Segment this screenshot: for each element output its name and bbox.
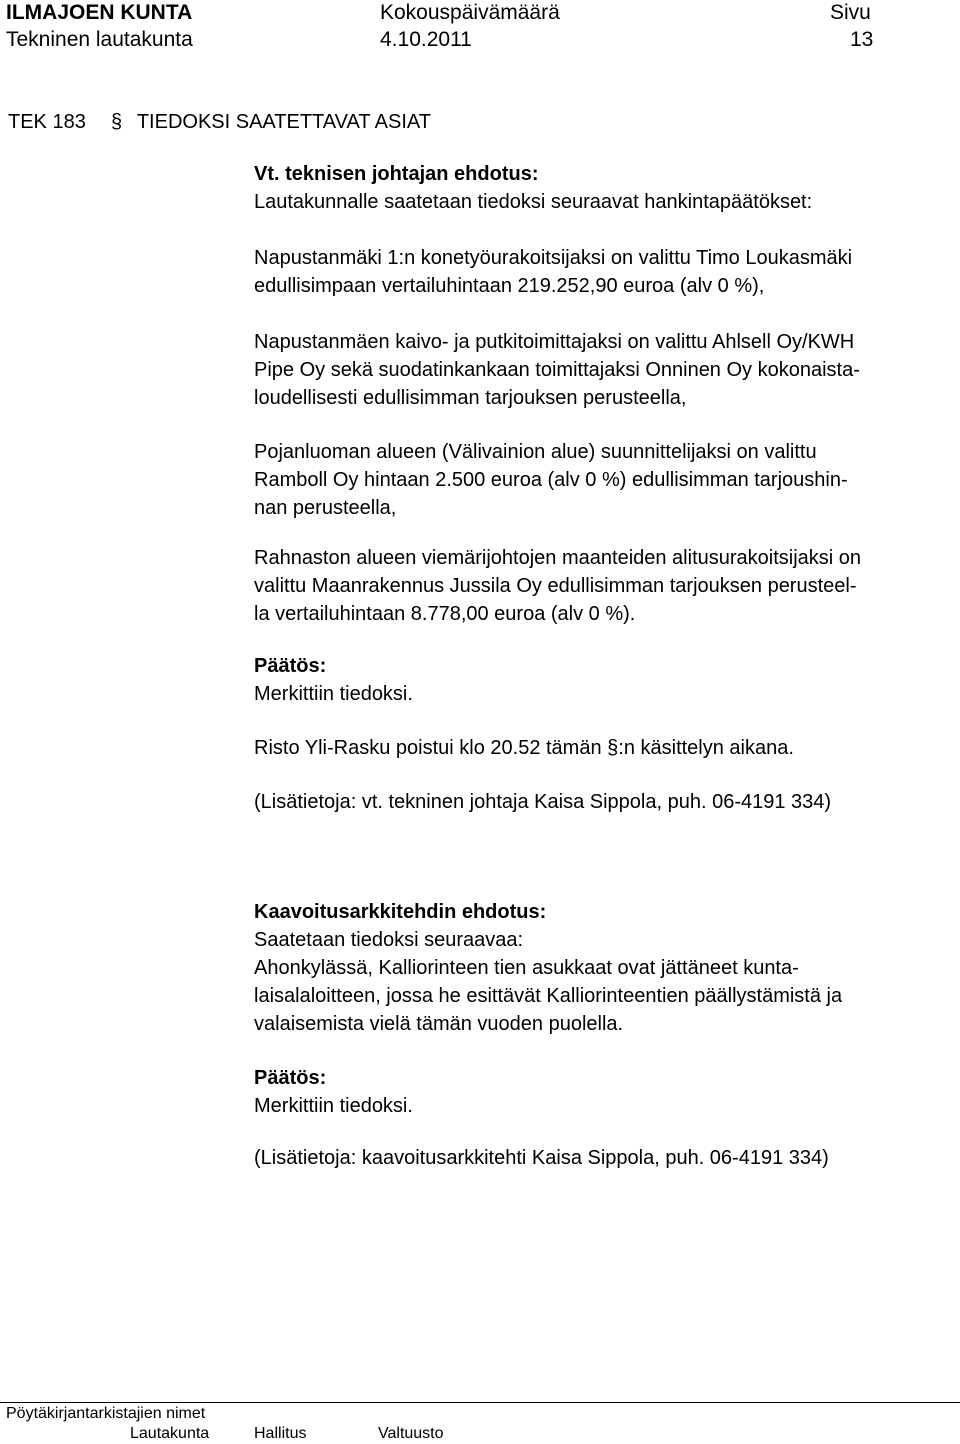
- footer-title: Pöytäkirjantarkistajien nimet: [6, 1405, 206, 1422]
- section-symbol: §: [607, 737, 619, 759]
- section-number: TEK 183: [8, 111, 86, 133]
- proposal-1-info: [254, 788, 954, 816]
- proposal-1-heading-block: [254, 160, 954, 216]
- proposal-2-intro: Saatetaan tiedoksi seuraavaa:: [254, 929, 524, 951]
- proposal-2-heading-block: [254, 898, 954, 954]
- section-title: TIEDOKSI SAATETTAVAT ASIAT: [136, 111, 431, 133]
- item-line: Pipe Oy sekä suodatinkankaan toimittajaksi Onninen Oy kokonaista-: [254, 359, 860, 381]
- proposal-1-item-4: [254, 544, 954, 628]
- item-line: laisalaloitteen, jossa he esittävät Kalliorinteentien päällystämistä ja: [254, 985, 843, 1007]
- info-text: (Lisätietoja: kaavoitusarkkitehti Kaisa Sippola, puh. 06-4191 334): [254, 1147, 829, 1169]
- proposal-2-info: [254, 1144, 954, 1172]
- footer-col-lautakunta: Lautakunta: [130, 1425, 210, 1442]
- footer-col-hallitus: Hallitus: [254, 1425, 307, 1442]
- page-label: Sivu: [830, 1, 871, 24]
- item-line: valaisemista vielä tämän vuoden puolella.: [254, 1013, 624, 1035]
- item-line: Pojanluoman alueen (Välivainion alue) suunnittelijaksi on valittu: [254, 441, 817, 463]
- item-line: Napustanmäki 1:n konetyöurakoitsijaksi on valittu Timo Loukasmäki: [254, 247, 853, 269]
- footer-rule: [0, 1402, 960, 1403]
- proposal-1-heading: Vt. teknisen johtajan ehdotus:: [254, 163, 539, 185]
- meeting-date-label: Kokouspäivämäärä: [380, 1, 560, 24]
- proposal-2-heading: Kaavoitusarkkitehdin ehdotus:: [254, 901, 547, 923]
- section-heading: [8, 108, 431, 136]
- item-line: la vertailuhintaan 8.778,00 euroa (alv 0 %).: [254, 603, 636, 625]
- page-number: 13: [850, 28, 874, 51]
- info-text: (Lisätietoja: vt. tekninen johtaja Kaisa Sippola, puh. 06-4191 334): [254, 791, 832, 813]
- item-line: Ramboll Oy hintaan 2.500 euroa (alv 0 %) edullisimman tarjoushin-: [254, 469, 848, 491]
- decision-text: Merkittiin tiedoksi.: [254, 1095, 413, 1117]
- note-text-after: :n käsittelyn aikana.: [618, 737, 794, 759]
- item-line: nan perusteella,: [254, 497, 397, 519]
- item-line: Napustanmäen kaivo- ja putkitoimittajaksi on valittu Ahlsell Oy/KWH: [254, 331, 855, 353]
- proposal-1-item-1: [254, 244, 954, 300]
- proposal-1-note: [254, 734, 954, 762]
- proposal-2-item-1: [254, 954, 954, 1038]
- proposal-2-decision-block: [254, 1064, 954, 1120]
- item-line: Ahonkylässä, Kalliorinteen tien asukkaat ovat jättäneet kunta-: [254, 957, 799, 979]
- footer-col-valtuusto: Valtuusto: [378, 1425, 444, 1442]
- proposal-1-item-3: [254, 438, 954, 522]
- decision-label: Päätös:: [254, 1067, 327, 1089]
- committee-name: Tekninen lautakunta: [6, 28, 193, 51]
- proposal-1-intro: Lautakunnalle saatetaan tiedoksi seuraavat hankintapäätökset:: [254, 191, 813, 213]
- item-line: valittu Maanrakennus Jussila Oy edullisimman tarjouksen perusteel-: [254, 575, 857, 597]
- decision-text: Merkittiin tiedoksi.: [254, 683, 413, 705]
- item-line: Rahnaston alueen viemärijohtojen maanteiden alitusurakoitsijaksi on: [254, 547, 862, 569]
- proposal-1-item-2: [254, 328, 954, 412]
- item-line: loudellisesti edullisimman tarjouksen perusteella,: [254, 387, 687, 409]
- meeting-date: 4.10.2011: [380, 28, 472, 51]
- note-text-before: Risto Yli-Rasku poistui klo 20.52 tämän: [254, 737, 602, 759]
- org-name: ILMAJOEN KUNTA: [6, 1, 193, 24]
- item-line: edullisimpaan vertailuhintaan 219.252,90 euroa (alv 0 %),: [254, 275, 765, 297]
- section-symbol: §: [110, 111, 123, 133]
- decision-label: Päätös:: [254, 655, 327, 677]
- proposal-1-decision-block: [254, 652, 954, 708]
